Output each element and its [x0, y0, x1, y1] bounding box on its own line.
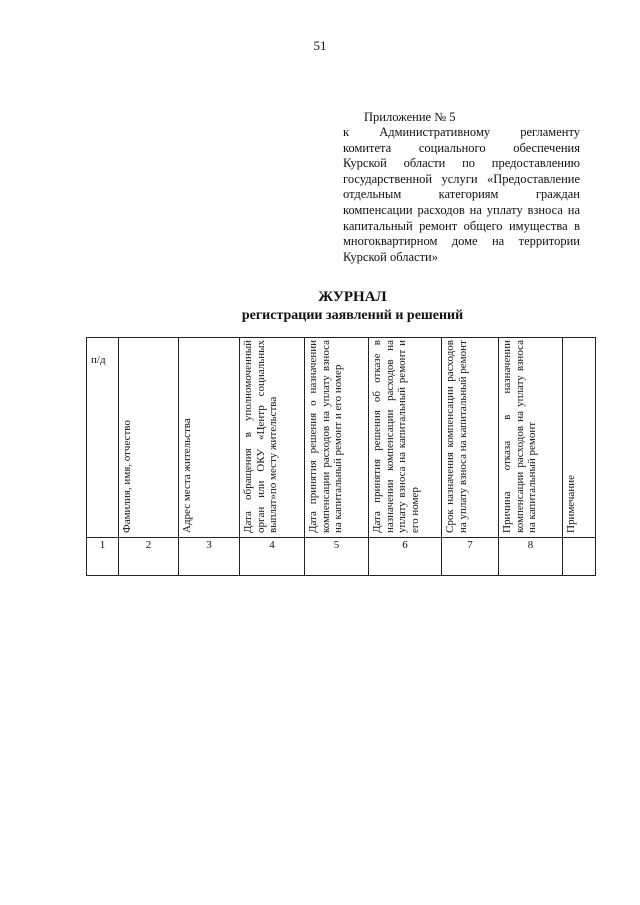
page-number: 51	[313, 38, 327, 53]
journal-subtitle: регистрации заявлений и решений	[241, 308, 464, 323]
column-header	[240, 338, 305, 538]
column-header-label: Адрес места жительства	[181, 418, 193, 533]
column-header	[305, 338, 369, 538]
appendix-text	[343, 125, 580, 265]
column-header-label: Примечание	[565, 475, 577, 533]
appendix-line: Курской области»	[343, 249, 438, 264]
column-number: 3	[179, 538, 240, 576]
column-number: 1	[87, 538, 119, 576]
column-number-row	[87, 538, 596, 576]
appendix-line: государственной услуги «Предоставление	[343, 171, 580, 186]
column-header	[442, 338, 499, 538]
column-header-label: п/д	[91, 354, 106, 366]
column-header-label: Фамилия, имя, отчество	[121, 420, 133, 533]
column-header	[563, 338, 596, 538]
column-number: 7	[442, 538, 499, 576]
column-number: 5	[305, 538, 369, 576]
column-header-label: Дата обращения в уполномоченный орган или ОКУ «Центр социальных выплат»по месту жительства	[242, 340, 279, 533]
appendix-line: отдельным категориям граждан	[343, 187, 580, 202]
appendix-line: комитета социального обеспечения	[343, 140, 580, 155]
column-header-label: Дата принятия решения об отказе в назначении компенсации расходов на уплату взноса на капитальный ремонт и его номер	[371, 340, 421, 533]
journal-title: ЖУРНАЛ	[318, 289, 387, 305]
column-number: 4	[240, 538, 305, 576]
column-header	[87, 338, 119, 538]
column-header	[499, 338, 563, 538]
column-header-label: Срок назначения компенсации расходов на уплату взноса на капитальный ремонт	[444, 340, 469, 533]
appendix-line: компенсации расходов на уплату взноса на	[343, 202, 580, 217]
appendix-line: капитальный ремонт общего имущества в	[343, 218, 580, 233]
column-header-label: Дата принятия решения о назначении компенсации расходов на уплату взноса на капитальный ремонт и его номер	[307, 340, 344, 533]
column-header-label: Причина отказа в назначении компенсации расходов на уплату взноса на капитальный ремонт	[501, 340, 538, 533]
column-header	[369, 338, 442, 538]
appendix-line: к Административному регламенту	[343, 125, 580, 139]
table-header-row	[87, 338, 596, 538]
column-number: 6	[369, 538, 442, 576]
column-number	[563, 538, 596, 576]
column-header	[179, 338, 240, 538]
column-number: 8	[499, 538, 563, 576]
appendix-line: Курской области по предоставлению	[343, 156, 580, 171]
column-number: 2	[119, 538, 179, 576]
journal-table	[86, 337, 596, 576]
column-header	[119, 338, 179, 538]
appendix-title: Приложение № 5	[364, 110, 456, 124]
appendix-line: многоквартирном доме на территории	[343, 234, 580, 249]
